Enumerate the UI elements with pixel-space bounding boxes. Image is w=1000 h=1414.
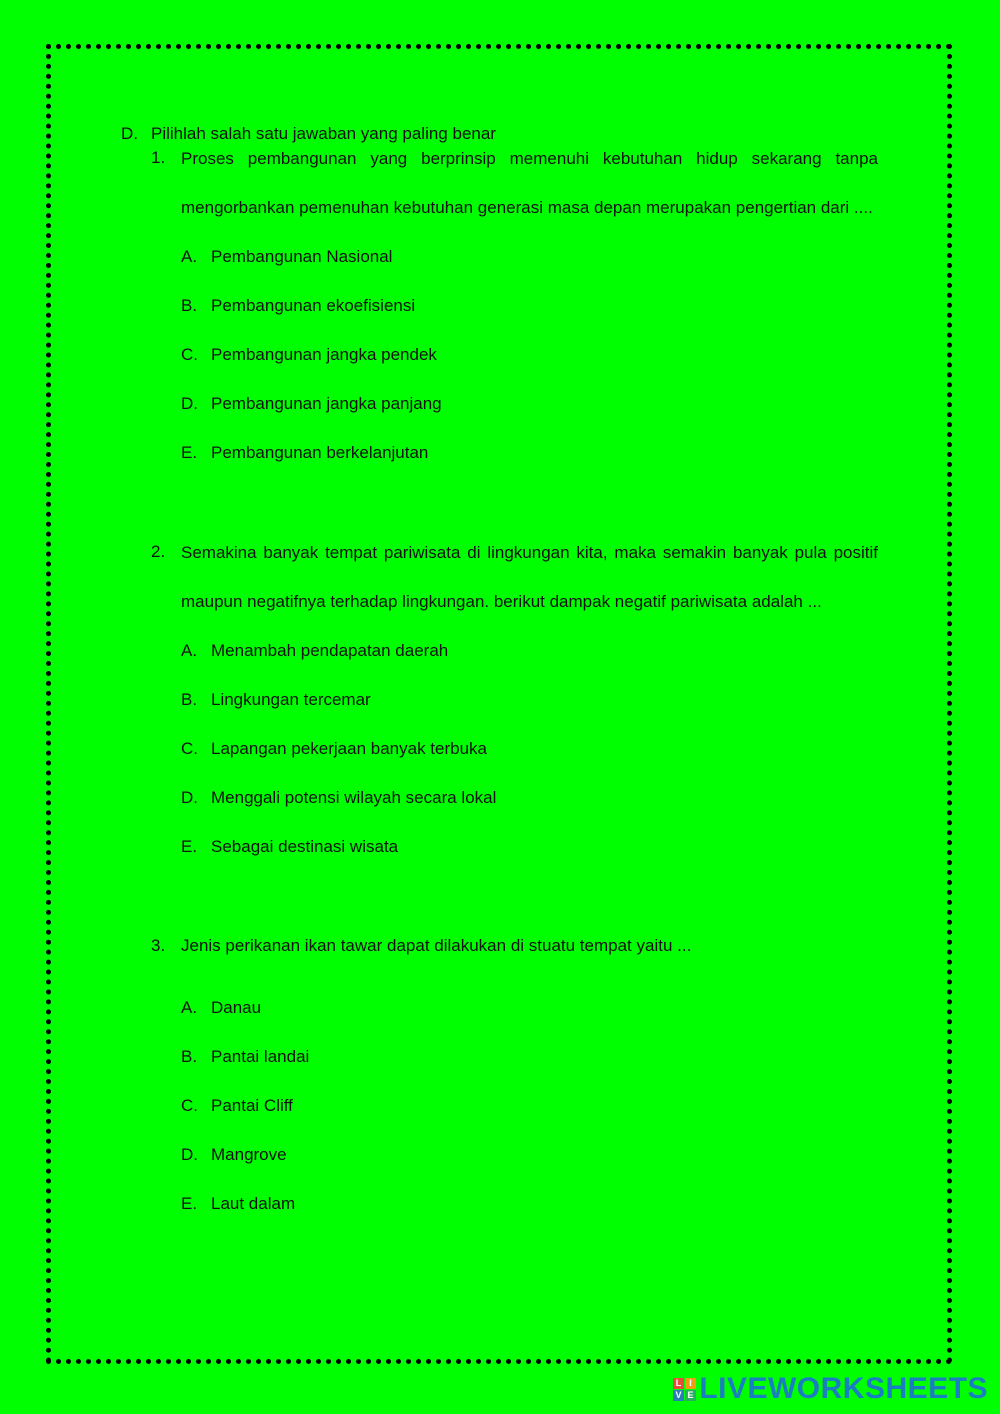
logo-mark-letter: I	[685, 1378, 696, 1389]
option-letter: D.	[181, 788, 198, 807]
question-text: Semakina banyak tempat pariwisata di lingkungan kita, maka semakin banyak pula positif maupun negatifnya terhadap lingkungan. berikut dampak negatif pariwisata adalah ...	[181, 543, 878, 611]
option-text: Pantai landai	[211, 1047, 310, 1066]
option-b[interactable]	[181, 1032, 878, 1081]
question-number: 2.	[151, 542, 166, 561]
option-a[interactable]	[181, 232, 878, 281]
question-number: 1.	[151, 148, 166, 167]
option-text: Pembangunan jangka pendek	[211, 345, 437, 364]
option-text: Danau	[211, 998, 262, 1017]
option-letter: A.	[181, 641, 198, 660]
question-2	[151, 540, 878, 871]
logo-mark-letter: L	[673, 1378, 684, 1389]
section-title: Pilihlah salah satu jawaban yang paling benar	[151, 124, 496, 143]
question-section	[121, 122, 881, 1213]
option-letter: C.	[181, 739, 198, 758]
option-text: Pembangunan Nasional	[211, 247, 393, 266]
option-letter: A.	[181, 998, 198, 1017]
question-3	[151, 934, 878, 1228]
option-text: Pembangunan jangka panjang	[211, 394, 442, 413]
option-text: Lingkungan tercemar	[211, 690, 371, 709]
section-letter: D.	[121, 124, 138, 143]
logo-text: LIVEWORKSHEETS	[699, 1372, 988, 1405]
option-c[interactable]	[181, 724, 878, 773]
logo-mark-letter: E	[685, 1390, 696, 1401]
option-text: Sebagai destinasi wisata	[211, 837, 399, 856]
option-a[interactable]	[181, 983, 878, 1032]
option-letter: B.	[181, 1047, 198, 1066]
option-d[interactable]	[181, 379, 878, 428]
option-b[interactable]	[181, 675, 878, 724]
option-letter: E.	[181, 443, 198, 462]
liveworksheets-logo	[673, 1372, 988, 1406]
question-text: Jenis perikanan ikan tawar dapat dilakukan di stuatu tempat yaitu ...	[181, 936, 692, 955]
option-letter: B.	[181, 690, 198, 709]
option-text: Mangrove	[211, 1145, 287, 1164]
option-text: Pembangunan berkelanjutan	[211, 443, 429, 462]
liveworksheets-logo-icon	[673, 1378, 696, 1401]
option-text: Menambah pendapatan daerah	[211, 641, 449, 660]
option-text: Menggali potensi wilayah secara lokal	[211, 788, 497, 807]
options-list	[181, 232, 878, 477]
option-b[interactable]	[181, 281, 878, 330]
option-c[interactable]	[181, 1081, 878, 1130]
option-d[interactable]	[181, 1130, 878, 1179]
option-letter: B.	[181, 296, 198, 315]
option-letter: C.	[181, 345, 198, 364]
logo-mark-letter: V	[673, 1390, 684, 1401]
option-e[interactable]	[181, 428, 878, 477]
option-letter: C.	[181, 1096, 198, 1115]
option-d[interactable]	[181, 773, 878, 822]
options-list	[181, 626, 878, 871]
option-e[interactable]	[181, 822, 878, 871]
option-letter: E.	[181, 837, 198, 856]
option-text: Laut dalam	[211, 1194, 296, 1213]
option-e[interactable]	[181, 1179, 878, 1228]
option-letter: D.	[181, 394, 198, 413]
option-letter: D.	[181, 1145, 198, 1164]
option-text: Pembangunan ekoefisiensi	[211, 296, 416, 315]
option-text: Pantai Cliff	[211, 1096, 293, 1115]
question-number: 3.	[151, 936, 166, 955]
option-a[interactable]	[181, 626, 878, 675]
question-1	[151, 146, 878, 477]
option-c[interactable]	[181, 330, 878, 379]
options-list	[181, 983, 878, 1228]
option-letter: A.	[181, 247, 198, 266]
option-text: Lapangan pekerjaan banyak terbuka	[211, 739, 487, 758]
option-letter: E.	[181, 1194, 198, 1213]
question-text: Proses pembangunan yang berprinsip memenuhi kebutuhan hidup sekarang tanpa mengorbankan pemenuhan kebutuhan generasi masa depan merupakan pengertian dari ....	[181, 149, 878, 217]
